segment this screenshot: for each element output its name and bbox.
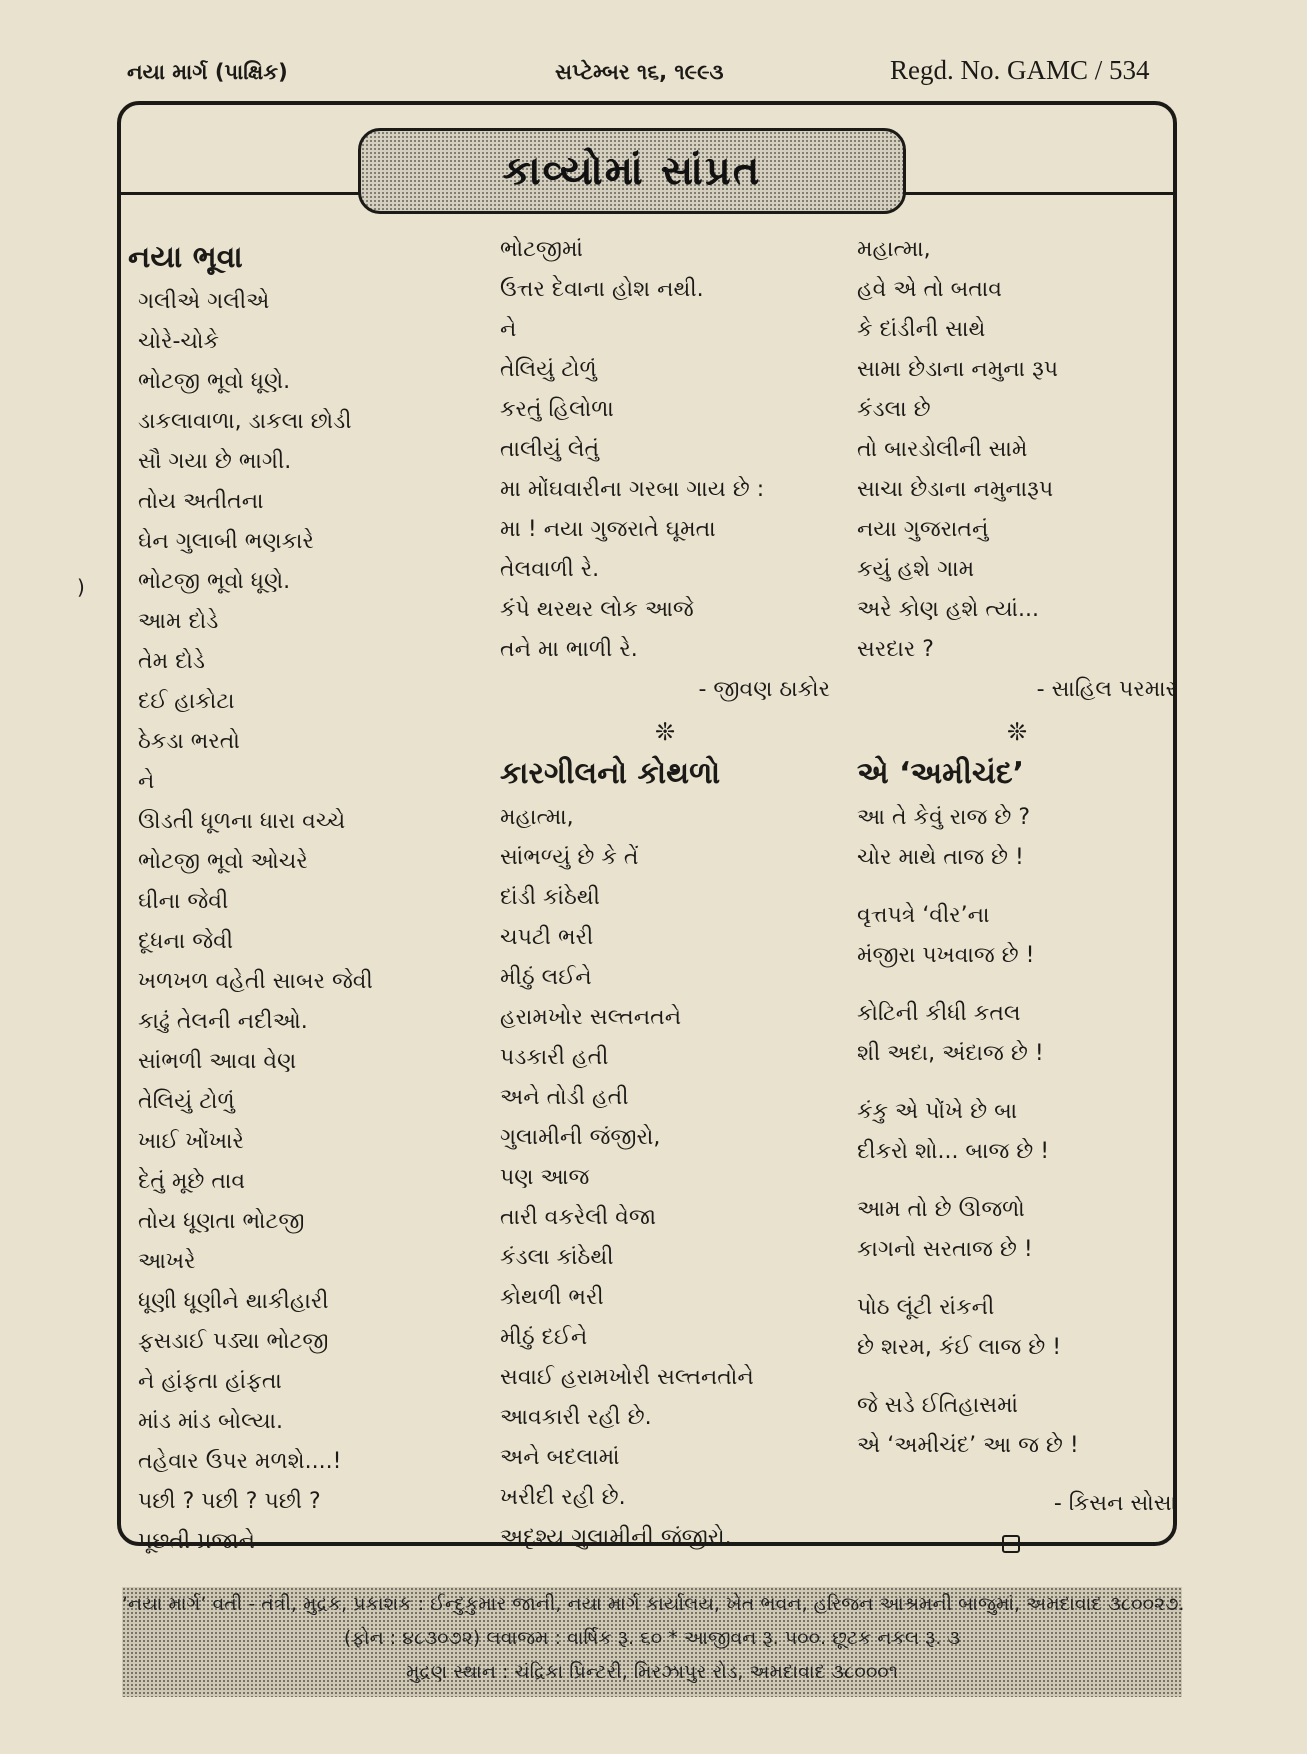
poem-line: આવકારી રહી છે.: [500, 1405, 652, 1430]
poem-line: છે શરમ, કંઈ લાજ છે !: [857, 1335, 1062, 1360]
separator-icon: ❊: [1006, 718, 1028, 746]
poem-line: તહેવાર ઉપર મળશે....!: [138, 1449, 342, 1474]
poem-title: નયા ભૂવા: [128, 240, 243, 275]
poem-line: ચોર માથે તાજ છે !: [857, 845, 1024, 870]
poem-line: ચપટી ભરી: [500, 925, 594, 950]
poem-line: ને: [138, 769, 155, 794]
poem-line: તેલિયું ટોળું: [500, 357, 597, 382]
poem-line: વૃત્તપત્રે ‘વીર’ના: [857, 903, 990, 928]
poem-line: ઊડતી ધૂળના ધારા વચ્ચે: [138, 809, 346, 834]
imprint-line: મુદ્રણ સ્થાન : ચંદ્રિકા પ્રિન્ટરી, મિરઝાપુર રોડ, અમદાવાદ ૩૮૦૦૦૧: [405, 1661, 899, 1683]
poem-stanza: [857, 1288, 1177, 1368]
poem-line: હરામખોર સલ્તનતને: [500, 1005, 682, 1030]
poem-lines: [500, 798, 830, 1558]
poem-line: દાંડી કાંઠેથી: [500, 885, 600, 910]
poem-line: કંડલા કાંઠેથી: [500, 1245, 614, 1270]
poem-line: આ તે કેવું રાજ છે ?: [857, 805, 1031, 830]
poem-line: ઉત્તર દેવાના હોશ નથી.: [500, 277, 704, 302]
poem-line: સરદાર ?: [857, 637, 934, 662]
poem-line: મીઠું દઈને: [500, 1325, 588, 1350]
poem-line: કાગનો સરતાજ છે !: [857, 1237, 1033, 1262]
poem-line: દૂધના જેવી: [138, 929, 234, 954]
poem-line: ભોટજી ભૂવો ઓચરે: [138, 849, 308, 874]
poem-line: અરે કોણ હશે ત્યાં...: [857, 597, 1039, 622]
poem-line: ગલીએ ગલીએ: [138, 289, 270, 314]
poem-line: ઘીના જેવી: [138, 889, 229, 914]
poem-line: ચોરે-ચોકે: [138, 329, 220, 354]
poem-line: કંપે થરથર લોક આજે: [500, 597, 694, 622]
poem-line: ધૂણી ધૂણીને થાકીહારી: [138, 1289, 329, 1314]
poem-line: મહાત્મા,: [857, 237, 931, 262]
poem-line: તને મા ભાળી રે.: [500, 637, 638, 662]
poem-line: હવે એ તો બતાવ: [857, 277, 1002, 302]
poem-line: કોથળી ભરી: [500, 1285, 604, 1310]
poem-title: કારગીલનો કોથળો: [500, 756, 721, 791]
separator-icon: ❊: [654, 718, 676, 746]
poem-line: આમ તો છે ઊજળો: [857, 1197, 1025, 1222]
poem-line: કંકુ એ પોંખે છે બા: [857, 1099, 1018, 1124]
poem-line: ભોટજી ભૂવો ધૂણે.: [138, 569, 291, 594]
poem-line: ખાઈ ખોંખારે: [138, 1129, 244, 1154]
poem-line: પૂછતી પ્રજાને: [138, 1529, 256, 1554]
issue-date: સપ્ટેમ્બર ૧૬, ૧૯૯૩: [555, 60, 724, 84]
poem-line: પણ આજ: [500, 1165, 590, 1190]
poem-line: કાઢું તેલની નદીઓ.: [138, 1009, 308, 1034]
poem-line: ફસડાઈ પડ્યા ભોટજી: [138, 1329, 329, 1354]
poem-line: કયું હશે ગામ: [857, 557, 975, 582]
column-1: [128, 238, 458, 1562]
poem-line: કરતું હિલોળા: [500, 397, 614, 422]
poem-line: ઠેકડા ભરતો: [138, 729, 240, 754]
poem-stanza: [857, 1190, 1177, 1270]
poem-line: સાંભળ્યું છે કે તેં: [500, 845, 639, 870]
poem-line: આમ દોડે: [138, 609, 219, 634]
publication-name: નયા માર્ગ (પાક્ષિક): [127, 60, 288, 84]
poem-line: તોય અતીતના: [138, 489, 264, 514]
poem-line: ભોટજીમાં: [500, 237, 583, 262]
end-mark-icon: [1002, 1535, 1020, 1553]
poem-stanza: [857, 798, 1177, 878]
imprint-line: ‘નયા માર્ગ’ વતી - તંત્રી, મુદ્રક, પ્રકાશક : ઈન્દુકુમાર જાની, નયા માર્ગ કાર્યાલય, ખેત ભવન, હરિજન આશ્રમની બાજુમાં, અમદાવાદ ૩૮૦૦૨૭.: [122, 1593, 1185, 1615]
poem-line: દઈ હાકોટા: [138, 689, 235, 714]
poem-line: ભોટજી ભૂવો ધૂણે.: [138, 369, 291, 394]
poem-author: - જીવણ ઠાકોર: [698, 677, 830, 702]
poem-line: સાંભળી આવા વેણ: [138, 1049, 297, 1074]
poem-line: સાચા છેડાના નમુનારૂપ: [857, 477, 1054, 502]
poem-line: ઘેન ગુલાબી ભણકારે: [138, 529, 314, 554]
poem-line: કંડલા છે: [857, 397, 931, 422]
poem-line: તેલવાળી રે.: [500, 557, 600, 582]
poem-line: શી અદા, અંદાજ છે !: [857, 1041, 1044, 1066]
poem-line: મંજીરા પખવાજ છે !: [857, 943, 1035, 968]
poem-line: એ ‘અમીચંદ’ આ જ છે !: [857, 1433, 1079, 1458]
poem-lines: [128, 282, 458, 1562]
poem-line: અદૃશ્ય ગુલામીની જંજીરો.: [500, 1525, 732, 1550]
poem-author: - કિસન સોસા: [1053, 1491, 1177, 1516]
poem-line: દેતું મૂછે તાવ: [138, 1169, 246, 1194]
poem-stanzas: [857, 798, 1177, 1466]
poem-line: કોટિની કીધી કતલ: [857, 1001, 1021, 1026]
poem-line: ને: [500, 317, 517, 342]
poem-stanza: [857, 1386, 1177, 1466]
poem-line: તેલિયું ટોળું: [138, 1089, 235, 1114]
imprint-footer: [122, 1587, 1185, 1697]
imprint-line: (ફોન : ૪૮૩૦૭૨) લવાજમ : વાર્ષિક રૂ. ૬૦ * આજીવન રૂ. ૫૦૦. છૂટક નકલ રૂ. ૩: [343, 1627, 961, 1649]
poem-stanza: [857, 994, 1177, 1074]
poem-line: મા ! નયા ગુજરાતે ઘૂમતા: [500, 517, 716, 542]
poem-line: અને બદલામાં: [500, 1445, 620, 1470]
margin-mark: ): [77, 575, 85, 599]
poem-line: સૌ ગયા છે ભાગી.: [138, 449, 292, 474]
poem-line: દીકરો શો... બાજ છે !: [857, 1139, 1050, 1164]
poem-line: કે દાંડીની સાથે: [857, 317, 986, 342]
poem-line: તેમ દોડે: [138, 649, 205, 674]
poem-line: ને હાંફતા હાંફતા: [138, 1369, 282, 1394]
poem-line: પછી ? પછી ? પછી ?: [138, 1489, 321, 1514]
column-2: [500, 230, 830, 1558]
poem-line: તો બારડોલીની સામે: [857, 437, 1028, 462]
poem-line: ડાકલાવાળા, ડાકલા છોડી: [138, 409, 352, 434]
poem-line: આખરે: [138, 1249, 196, 1274]
poem-line: તાલીયું લેતું: [500, 437, 600, 462]
poem-lines: [500, 230, 830, 670]
poem-line: ખરીદી રહી છે.: [500, 1485, 626, 1510]
section-title: કાવ્યોમાં સાંપ્રત: [502, 148, 762, 194]
column-3: [857, 230, 1177, 1524]
poem-line: અને તોડી હતી: [500, 1085, 629, 1110]
poem-line: ગુલામીની જંજીરો,: [500, 1125, 661, 1150]
poem-line: તારી વકરેલી વેજા: [500, 1205, 657, 1230]
poem-title: એ ‘અમીચંદ’: [857, 756, 1025, 791]
page-header: [0, 0, 1307, 110]
poem-line: સામા છેડાના નમુના રૂપ: [857, 357, 1059, 382]
poem-line: મા મોંઘવારીના ગરબા ગાય છે :: [500, 477, 765, 502]
poem-line: મીઠું લઈને: [500, 965, 592, 990]
poem-line: મહાત્મા,: [500, 805, 574, 830]
poem-author: - સાહિલ પરમાર: [1036, 677, 1177, 702]
poem-line: પોઠ લૂંટી રાંકની: [857, 1295, 995, 1320]
poem-line: માંડ માંડ બોલ્યા.: [138, 1409, 283, 1434]
poem-line: સવાઈ હરામખોરી સલ્તનતોને: [500, 1365, 754, 1390]
poem-line: નયા ગુજરાતનું: [857, 517, 989, 542]
section-title-box: [358, 128, 906, 214]
poem-line: તોય ધૂણતા ભોટજી: [138, 1209, 305, 1234]
poem-line: જે સડે ઈતિહાસમાં: [857, 1393, 1019, 1418]
poem-stanza: [857, 896, 1177, 976]
poem-line: ખળખળ વહેતી સાબર જેવી: [138, 969, 373, 994]
poem-line: પડકારી હતી: [500, 1045, 609, 1070]
poem-stanza: [857, 1092, 1177, 1172]
poem-lines: [857, 230, 1177, 670]
registration-number: Regd. No. GAMC / 534: [890, 55, 1150, 85]
